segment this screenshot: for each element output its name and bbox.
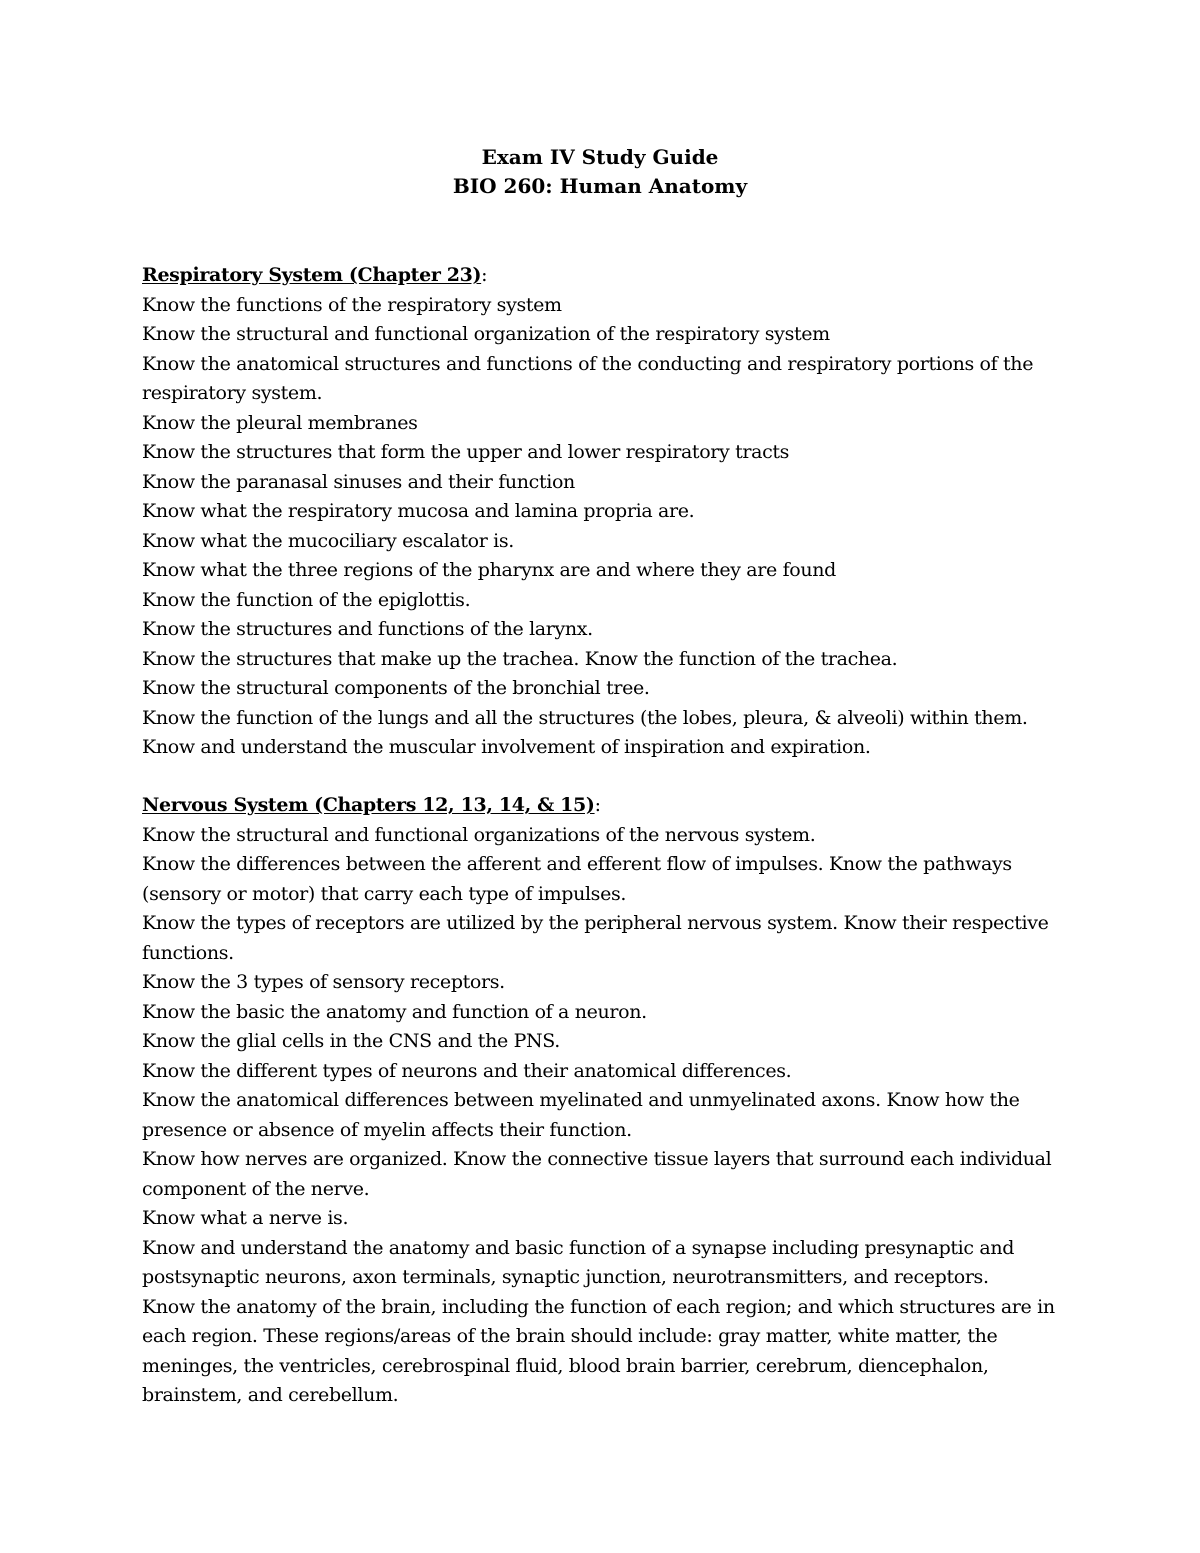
study-guide-item: Know what the three regions of the pharynx are and where they are found — [142, 559, 836, 581]
study-guide-item: Know what the mucociliary escalator is. — [142, 529, 515, 552]
study-guide-item: Know what the respiratory mucosa and lamina propria are. — [142, 500, 695, 522]
study-guide-item: Know the anatomy of the brain, including the function of each region; and which structures are in each region. These regions/areas of the brain should include: gray matter, white matter, the meninges, the ventricles, cerebrospinal fluid, blood brain barrier, cerebrum, diencephalon, brainstem, and cerebellum. — [142, 1295, 1055, 1406]
nervous-heading-text: Nervous System (Chapters 12, 13, 14, & 15) — [142, 794, 595, 816]
respiratory-section — [142, 261, 1072, 763]
study-guide-item: Know the differences between the afferent and efferent flow of impulses. Know the pathways (sensory or motor) that carry each type of impulses. — [142, 853, 1012, 905]
document-header — [0, 143, 1200, 201]
respiratory-heading-text: Respiratory System (Chapter 23) — [142, 264, 482, 286]
nervous-heading-colon: : — [594, 794, 601, 816]
study-guide-item: Know the function of the lungs and all the structures (the lobes, pleura, & alveoli) within them. — [142, 706, 1028, 729]
study-guide-item: Know the structural and functional organizations of the nervous system. — [142, 823, 816, 846]
study-guide-item: Know the structures and functions of the larynx. — [142, 618, 593, 640]
study-guide-item: Know the anatomical differences between myelinated and unmyelinated axons. Know how the presence or absence of myelin affects their function. — [142, 1089, 1020, 1141]
study-guide-item: Know the pleural membranes — [142, 411, 418, 434]
respiratory-heading — [142, 261, 1072, 291]
study-guide-item: Know the structures that make up the trachea. Know the function of the trachea. — [142, 647, 898, 670]
nervous-heading — [142, 791, 1072, 821]
study-guide-item: Know the structures that form the upper and lower respiratory tracts — [142, 441, 790, 463]
study-guide-item: Know the types of receptors are utilized by the peripheral nervous system. Know their respective functions. — [142, 912, 1049, 964]
nervous-section — [142, 791, 1072, 1411]
study-guide-item: Know the 3 types of sensory receptors. — [142, 971, 505, 993]
study-guide-item: Know the glial cells in the CNS and the PNS. — [142, 1030, 560, 1052]
study-guide-item: Know the different types of neurons and their anatomical differences. — [142, 1059, 792, 1082]
study-guide-item: Know the basic the anatomy and function of a neuron. — [142, 1000, 647, 1023]
respiratory-item-list — [142, 291, 1072, 763]
study-guide-item: Know the functions of the respiratory system — [142, 293, 562, 316]
nervous-item-list — [142, 821, 1072, 1411]
study-guide-item: Know the paranasal sinuses and their function — [142, 470, 575, 493]
course-title: BIO 260: Human Anatomy — [452, 174, 748, 198]
respiratory-heading-colon: : — [481, 264, 488, 286]
study-guide-item: Know the anatomical structures and functions of the conducting and respiratory portions of the respiratory system. — [142, 352, 1034, 404]
study-guide-item: Know how nerves are organized. Know the connective tissue layers that surround each individual component of the nerve. — [142, 1148, 1052, 1200]
study-guide-item: Know and understand the anatomy and basic function of a synapse including presynaptic and postsynaptic neurons, axon terminals, synaptic junction, neurotransmitters, and receptors. — [142, 1236, 1015, 1288]
study-guide-item: Know and understand the muscular involvement of inspiration and expiration. — [142, 736, 871, 758]
study-guide-item: Know the structural and functional organization of the respiratory system — [142, 323, 830, 345]
document-title: Exam IV Study Guide — [481, 145, 719, 169]
study-guide-item: Know the function of the epiglottis. — [142, 588, 471, 611]
study-guide-item: Know the structural components of the bronchial tree. — [142, 677, 650, 699]
study-guide-item: Know what a nerve is. — [142, 1207, 349, 1229]
